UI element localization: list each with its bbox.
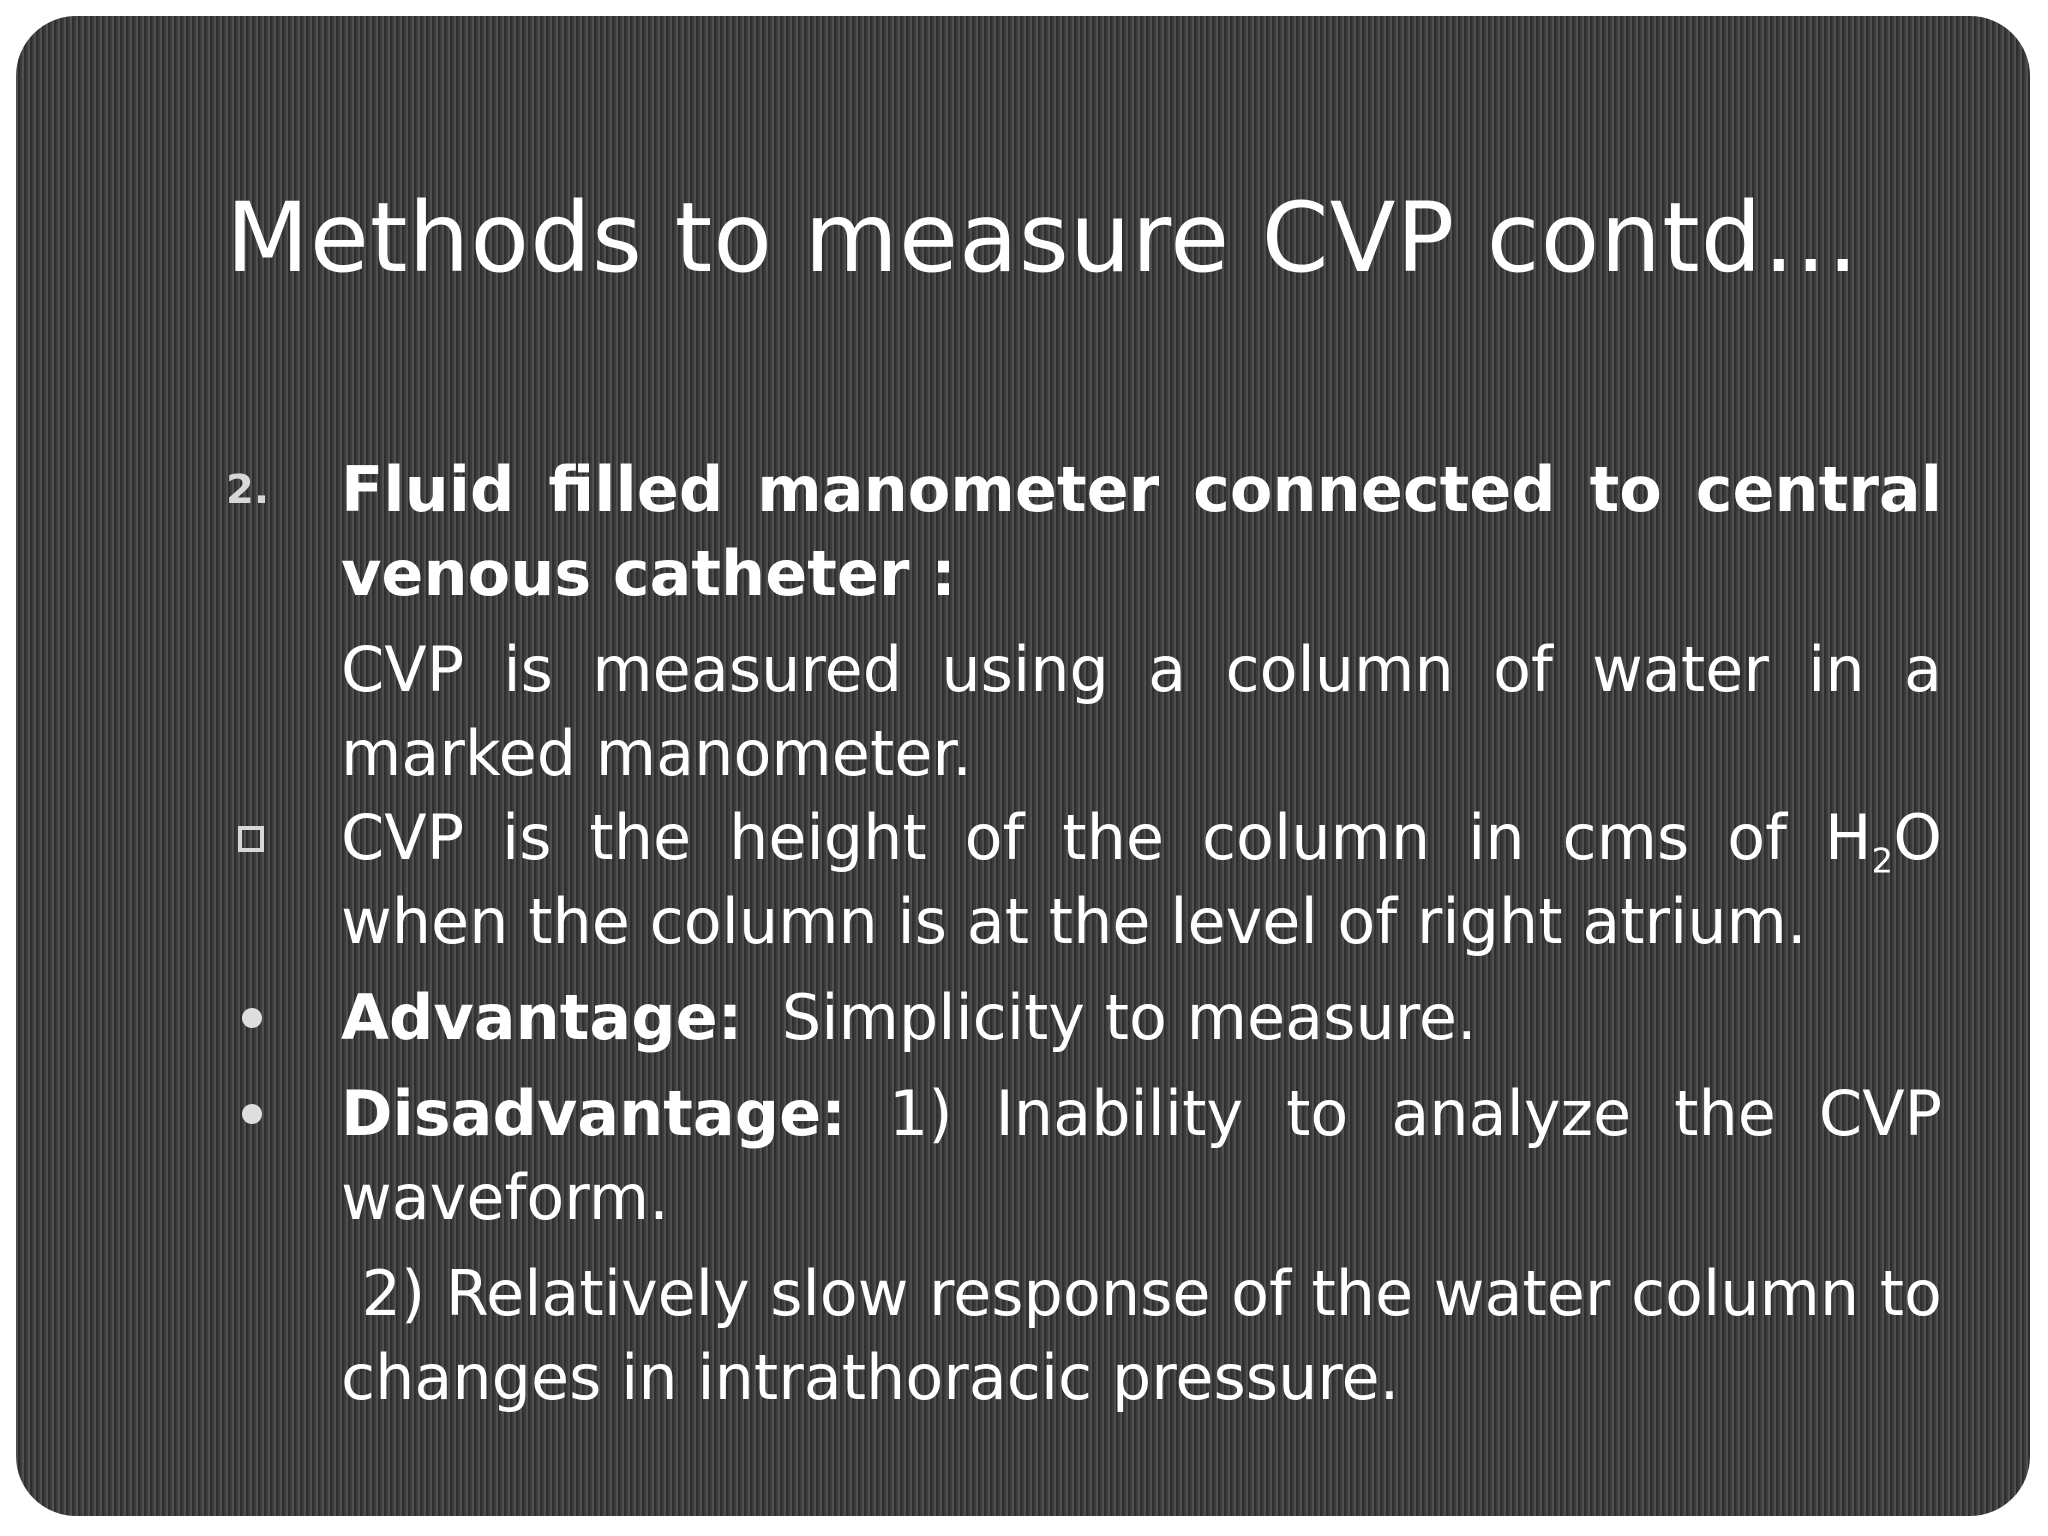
advantage-label: Advantage:	[341, 981, 743, 1054]
round-bullet-icon	[242, 1104, 262, 1124]
subscript-2: 2	[1871, 841, 1894, 882]
slide-title: Methods to measure CVP contd…	[226, 182, 1860, 294]
disadvantage-second: 2) Relatively slow response of the water column to changes in intrathoracic pressure.	[341, 1257, 1962, 1414]
list-item	[226, 976, 1942, 1060]
disadvantage-text: Disadvantage: 1) Inability to analyze the CVP waveform.	[341, 1077, 1942, 1234]
height-definition: CVP is the height of the column in cms of $H_2O$ when the column is at the level of right atrium.	[341, 801, 1942, 958]
disadvantage-label: Disadvantage:	[341, 1077, 846, 1150]
advantage-text: Advantage: Simplicity to measure.	[341, 981, 1477, 1054]
square-bullet-icon	[238, 826, 264, 852]
slide-body	[226, 448, 1962, 1420]
numbered-item	[226, 448, 1942, 616]
slide	[16, 16, 2030, 1516]
item-number: 2.	[226, 467, 270, 513]
method-heading: Fluid filled manometer connected to central venous catheter :	[341, 453, 1942, 610]
round-bullet-icon	[242, 1008, 262, 1028]
list-item	[226, 1072, 1942, 1240]
list-item	[226, 796, 1942, 964]
method-description: CVP is measured using a column of water in a marked manometer.	[341, 633, 1942, 790]
